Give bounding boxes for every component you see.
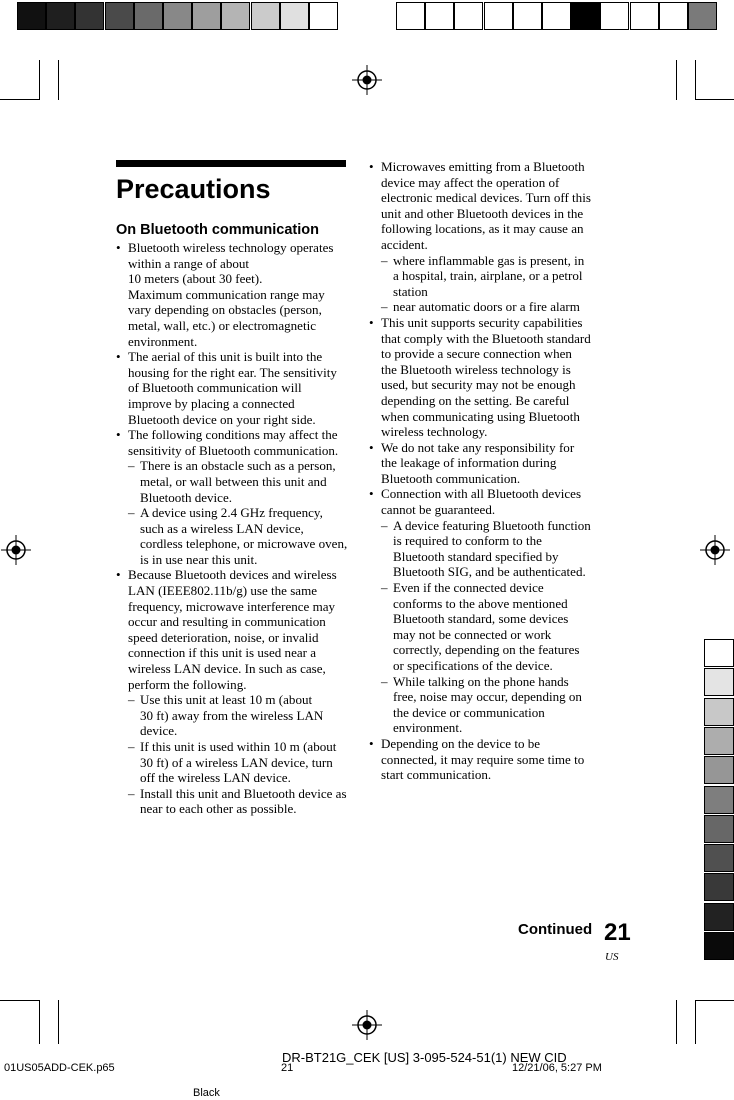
side-swatch-2	[704, 698, 734, 726]
footer-file-name: 01US05ADD-CEK.p65	[4, 1062, 115, 1074]
color-swatch-6	[571, 2, 600, 30]
bullet-text: • The following conditions may affect the sensitivity of Bluetooth communication.	[128, 427, 339, 458]
bullet-item	[116, 427, 348, 567]
bullet-text: • Bluetooth wireless technology operates within a range of about 10 meters (about 30 feet). Maximum communication range may vary depending on obstacles (person, metal, wall, etc.) or electromagnetic environment.	[128, 240, 334, 349]
dash-text: – While talking on the phone hands free, noise may occur, depending on the device or communication environment.	[393, 673, 582, 736]
bullet-item	[369, 736, 591, 783]
side-swatch-3	[704, 727, 734, 755]
dash-item	[128, 505, 348, 567]
bullet-text: • Microwaves emitting from a Bluetooth device may affect the operation of electronic medical devices. Turn off this unit and other Bluetooth devices in the following locations, as it may cause an accident.	[381, 159, 591, 252]
bullet-item	[116, 349, 348, 427]
dash-text: – A device using 2.4 GHz frequency, such as a wireless LAN device, cordless telephone, or microwave oven, is in use near this unit.	[140, 505, 348, 567]
dash-text: – Even if the connected device conforms to the above mentioned Bluetooth standard, some devices may not be connected or work correctly, depending on the features or specifications of the device.	[393, 580, 580, 673]
bullet-item	[116, 567, 348, 817]
bullet-item	[369, 159, 591, 315]
bullet-text: • Because Bluetooth devices and wireless LAN (IEEE802.11b/g) use the same frequency, microwave interference may occur and resulting in communication speed deterioration, noise, or invalid connection if this unit is used near a wireless LAN device. In such as case, perform the following.	[128, 567, 337, 692]
dash-text: – Use this unit at least 10 m (about 30 ft) away from the wireless LAN device.	[140, 692, 324, 739]
bullet-item	[369, 440, 591, 487]
dash-text: – where inflammable gas is present, in a hospital, train, airplane, or a petrol station	[393, 252, 585, 299]
gray-swatch-3	[105, 2, 134, 30]
registration-mark-bottom-icon	[352, 1010, 382, 1040]
side-swatch-7	[704, 844, 734, 872]
color-swatch-7	[600, 2, 629, 30]
bullet-text: • The aerial of this unit is built into the housing for the right ear. The sensitivity of Bluetooth communication will improve by placing a connected Bluetooth device on your right side.	[128, 349, 337, 427]
gray-swatch-1	[46, 2, 75, 30]
dash-item	[128, 692, 348, 739]
color-swatch-2	[454, 2, 483, 30]
page-title: Precautions	[116, 174, 271, 204]
bullet-text: • This unit supports security capabilities that comply with the Bluetooth standard to provide a secure connection when the Bluetooth wireless technology is used, but security may not be enough depending on the setting. Be careful when communicating using Bluetooth wireless technology.	[381, 314, 591, 440]
bullet-text: • Connection with all Bluetooth devices cannot be guaranteed.	[381, 486, 582, 518]
side-swatch-1	[704, 668, 734, 696]
region-code: US	[605, 951, 619, 963]
gray-swatch-7	[221, 2, 250, 30]
color-swatch-1	[425, 2, 454, 30]
dash-text: – A device featuring Bluetooth function is required to conform to the Bluetooth standard specified by Bluetooth SIG, and be authenticated.	[393, 517, 591, 580]
bullet-item	[369, 315, 591, 440]
left-column	[116, 240, 348, 817]
gray-swatch-10	[309, 2, 338, 30]
dash-text: – Install this unit and Bluetooth device as near to each other as possible.	[140, 785, 347, 817]
side-swatch-4	[704, 756, 734, 784]
gray-swatch-5	[163, 2, 192, 30]
footer-page: 21	[281, 1062, 294, 1074]
gray-swatch-0	[17, 2, 46, 30]
color-swatch-3	[484, 2, 513, 30]
color-swatch-4	[513, 2, 542, 30]
side-swatch-6	[704, 815, 734, 843]
bullet-item	[369, 486, 591, 736]
color-swatch-10	[688, 2, 717, 30]
footer-timestamp: 12/21/06, 5:27 PM	[512, 1062, 602, 1074]
footer-color-plate: Black	[193, 1087, 220, 1099]
color-swatch-5	[542, 2, 571, 30]
title-rule	[116, 160, 346, 167]
dash-item	[381, 518, 591, 580]
color-swatch-8	[630, 2, 659, 30]
footer-doc-id: DR-BT21G_CEK [US] 3-095-524-51(1) NEW CID	[282, 1050, 567, 1065]
dash-item	[128, 739, 348, 786]
dash-text: – If this unit is used within 10 m (about 30 ft) of a wireless LAN device, turn off the wireless LAN device.	[140, 739, 337, 786]
dash-item	[381, 299, 591, 315]
right-column	[369, 159, 591, 783]
gray-swatch-9	[280, 2, 309, 30]
registration-mark-right-icon	[700, 535, 730, 565]
side-swatch-9	[704, 903, 734, 931]
dash-item	[381, 253, 591, 300]
side-swatch-10	[704, 932, 734, 960]
bullet-text: • Depending on the device to be connected, it may require some time to start communication.	[381, 735, 585, 783]
dash-text: – near automatic doors or a fire alarm	[393, 299, 580, 315]
gray-swatch-2	[75, 2, 104, 30]
section-heading: On Bluetooth communication	[116, 222, 319, 238]
gray-swatch-6	[192, 2, 221, 30]
side-swatch-8	[704, 873, 734, 901]
dash-item	[128, 458, 348, 505]
dash-item	[381, 674, 591, 736]
gray-swatch-4	[134, 2, 163, 30]
side-swatch-0	[704, 639, 734, 667]
continued-label: Continued	[518, 921, 593, 938]
gray-swatch-8	[251, 2, 280, 30]
page-number: 21	[604, 919, 631, 946]
registration-mark-left-icon	[1, 535, 31, 565]
bullet-item	[116, 240, 348, 349]
side-swatch-5	[704, 786, 734, 814]
dash-item	[381, 580, 591, 674]
color-swatch-0	[396, 2, 425, 30]
color-swatch-9	[659, 2, 688, 30]
bullet-text: • We do not take any responsibility for the leakage of information during Bluetooth communication.	[381, 439, 575, 486]
registration-mark-top-icon	[352, 65, 382, 95]
dash-item	[128, 786, 348, 817]
dash-text: – There is an obstacle such as a person, metal, or wall between this unit and Bluetooth device.	[140, 458, 336, 505]
